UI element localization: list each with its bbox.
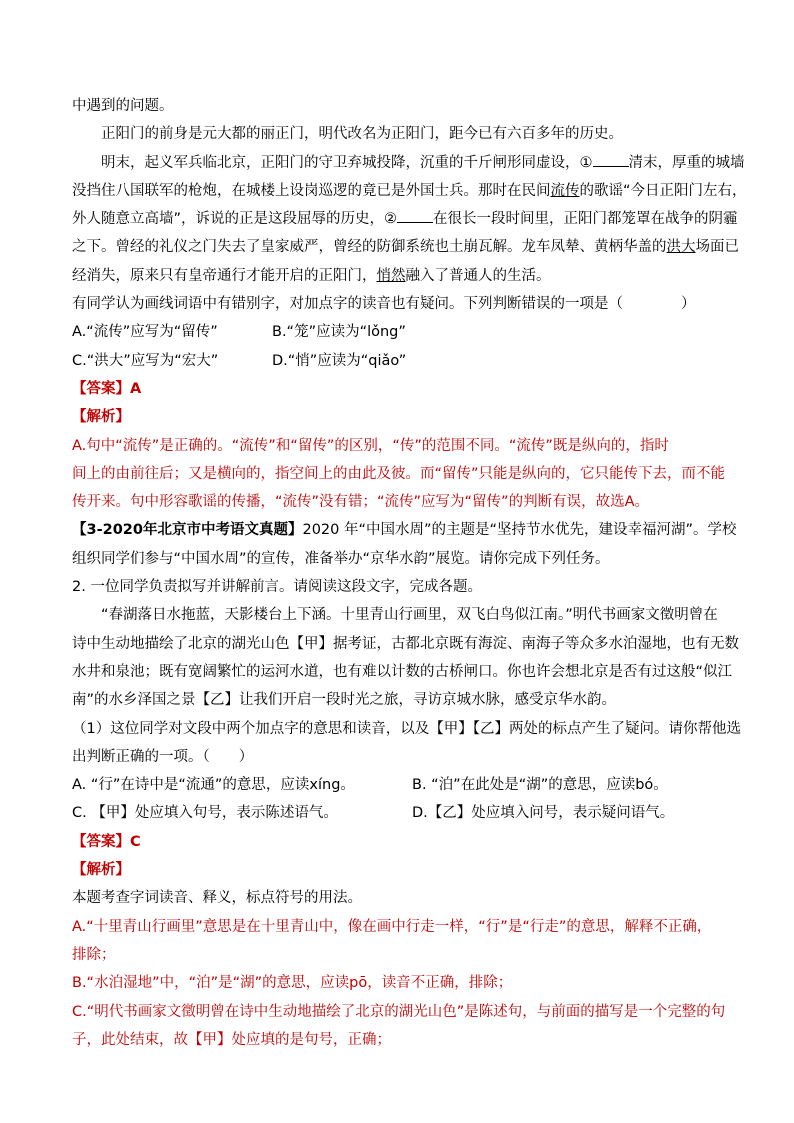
analysis-line: 间上的由前往后；又是横向的，指空间上的由此及彼。而“留传”只能是纵向的，它只能传下去，而不能	[72, 465, 726, 482]
paragraph-text: 的歌谣“今日正阳门左右，	[579, 182, 747, 199]
analysis-label: 【解析】	[72, 409, 130, 426]
option-a: A. “行”在诗中是“流通”的意思，应读xíng。	[72, 777, 355, 794]
analysis-label: 【解析】	[72, 862, 130, 879]
option-a: A.“流传”应写为“留传”	[72, 324, 218, 341]
passage-paragraph-line	[72, 262, 722, 290]
analysis-line: 子，此处结束，故【甲】处应填的是句号，正确；	[72, 1031, 391, 1048]
passage-paragraph-line	[72, 149, 745, 177]
sub-question: （1）这位同学对文段中两个加点字的意思和读音，以及【甲】【乙】两处的标点产生了疑问。请你帮他选	[72, 720, 741, 737]
options-row	[72, 771, 722, 799]
option-b: B. “泊”在此处是“湖”的意思，应读bó。	[412, 777, 668, 794]
passage-paragraph-line	[72, 205, 738, 233]
passage-line: 诗中生动地描绘了北京的湖光山色【甲】据考证，古都北京既有海淀、南海子等众多水泊湿地，也有无数	[72, 635, 739, 652]
option-c: C. 【甲】处应填入句号，表示陈述语气。	[72, 805, 338, 822]
paragraph-text: 没挡住八国联军的枪炮，在城楼上设岗巡逻的竟已是外国士兵。那时在民间	[72, 182, 551, 199]
passage-line: “春湖落日水拖蓝，天影楼台上下涵。十里青山行画里，双飞白鸟似江南。”明代书画家文徵明曾在	[101, 607, 718, 624]
option-d: D.【乙】处应填入问号，表示疑问语气。	[412, 805, 675, 822]
paragraph-text: 明末，起义军兵临北京，正阳门的守卫弃城投降，沉重的千斤闸形同虚设，①	[101, 154, 593, 171]
underlined-word: 洪大	[666, 239, 696, 256]
underlined-word: 流传	[550, 182, 580, 199]
passage-paragraph-line	[72, 233, 739, 261]
answer-label: 【答案】A	[72, 380, 142, 397]
passage-paragraph	[72, 120, 722, 148]
paragraph-text: 在很长一段时间里，正阳门都笼罩在战争的阴霾	[433, 211, 738, 228]
analysis-line: C.“明代书画家文徵明曾在诗中生动地描绘了北京的湖光山色”是陈述句，与前面的描写是一个完整的句	[72, 1003, 726, 1020]
document-page	[72, 92, 747, 1054]
passage-line: 水井和泉池；既有宽阔繁忙的运河水道，也有难以计数的古桥闸口。你也许会想北京是否有过这般“似江	[72, 663, 733, 680]
analysis-line: A.句中“流传”是正确的。“流传”和“留传”的区别，“传”的范围不同。“流传”既是纵向的，指时	[72, 437, 669, 454]
paragraph-text: 外人随意立高墙”，诉说的正是这段屈辱的历史，②	[72, 211, 398, 228]
fill-blank-2	[397, 210, 433, 223]
analysis-line: 传开来。句中形容歌谣的传播，“流传”没有错；“流传”应写为“留传”的判断有误，故选A。	[72, 494, 649, 511]
question-stem	[72, 290, 722, 318]
source-label: 【3-2020年北京市中考语文真题】	[72, 522, 303, 539]
fill-blank-1	[593, 154, 629, 167]
paragraph-text: 清末，厚重的城墙	[628, 154, 745, 171]
answer-label: 【答案】C	[72, 833, 141, 850]
paragraph-text: 经消失，原来只有皇帝通行才能开启的正阳门，	[72, 267, 377, 284]
analysis-line: B.“水泊湿地”中，“泊”是“湖”的意思，应读pō，读音不正确，排除；	[72, 975, 513, 992]
paragraph-text: 融入了普通人的生活。	[405, 267, 551, 284]
question-text: 有同学认为画线词语中有错别字，对加点字的读音也有疑问。下列判断错误的一项是（ ）	[72, 296, 696, 313]
passage-paragraph-line	[72, 177, 747, 205]
passage-line: 南”的水乡泽国之景【乙】让我们开启一段时光之旅，寻访京城水脉，感受京华水韵。	[72, 692, 617, 709]
option-d: D.“悄”应读为“qiǎo”	[272, 352, 407, 369]
underlined-word: 悄然	[376, 267, 406, 284]
paragraph-text: 正阳门的前身是元大都的丽正门，明代改名为正阳门，距今已有六百多年的历史。	[101, 126, 623, 143]
analysis-line: 本题考查字词读音、释义，标点符号的用法。	[72, 890, 362, 907]
task-line: 2. 一位同学负责拟写并讲解前言。请阅读这段文字，完成各题。	[72, 579, 482, 596]
paragraph-fragment: 中遇到的问题。	[72, 98, 174, 114]
options-row	[72, 318, 722, 346]
option-b: B.“笼”应读为“lǒng”	[272, 324, 406, 341]
text-line	[72, 92, 722, 120]
analysis-line: A.“十里青山行画里”意思是在十里青山中，像在画中行走一样，“行”是“行走”的意思，解释不正确，	[72, 918, 712, 935]
analysis-line: 排除；	[72, 946, 116, 963]
intro-text: 2020 年“中国水周”的主题是“坚持节水优先，建设幸福河湖”。学校	[302, 522, 737, 539]
options-row	[72, 799, 722, 827]
paragraph-text: 场面已	[695, 239, 739, 256]
option-c: C.“洪大”应写为“宏大”	[72, 352, 219, 369]
paragraph-text: 之下。曾经的礼仪之门失去了皇家威严，曾经的防御系统也土崩瓦解。龙车凤辇、黄柄华盖的	[72, 239, 667, 256]
intro-line: 组织同学们参与“中国水周”的宣传，准备举办“京华水韵”展览。请你完成下列任务。	[72, 550, 610, 567]
sub-question: 出判断正确的一项。（ ）	[72, 748, 254, 765]
question-source-line	[72, 516, 737, 544]
options-row	[72, 347, 722, 375]
